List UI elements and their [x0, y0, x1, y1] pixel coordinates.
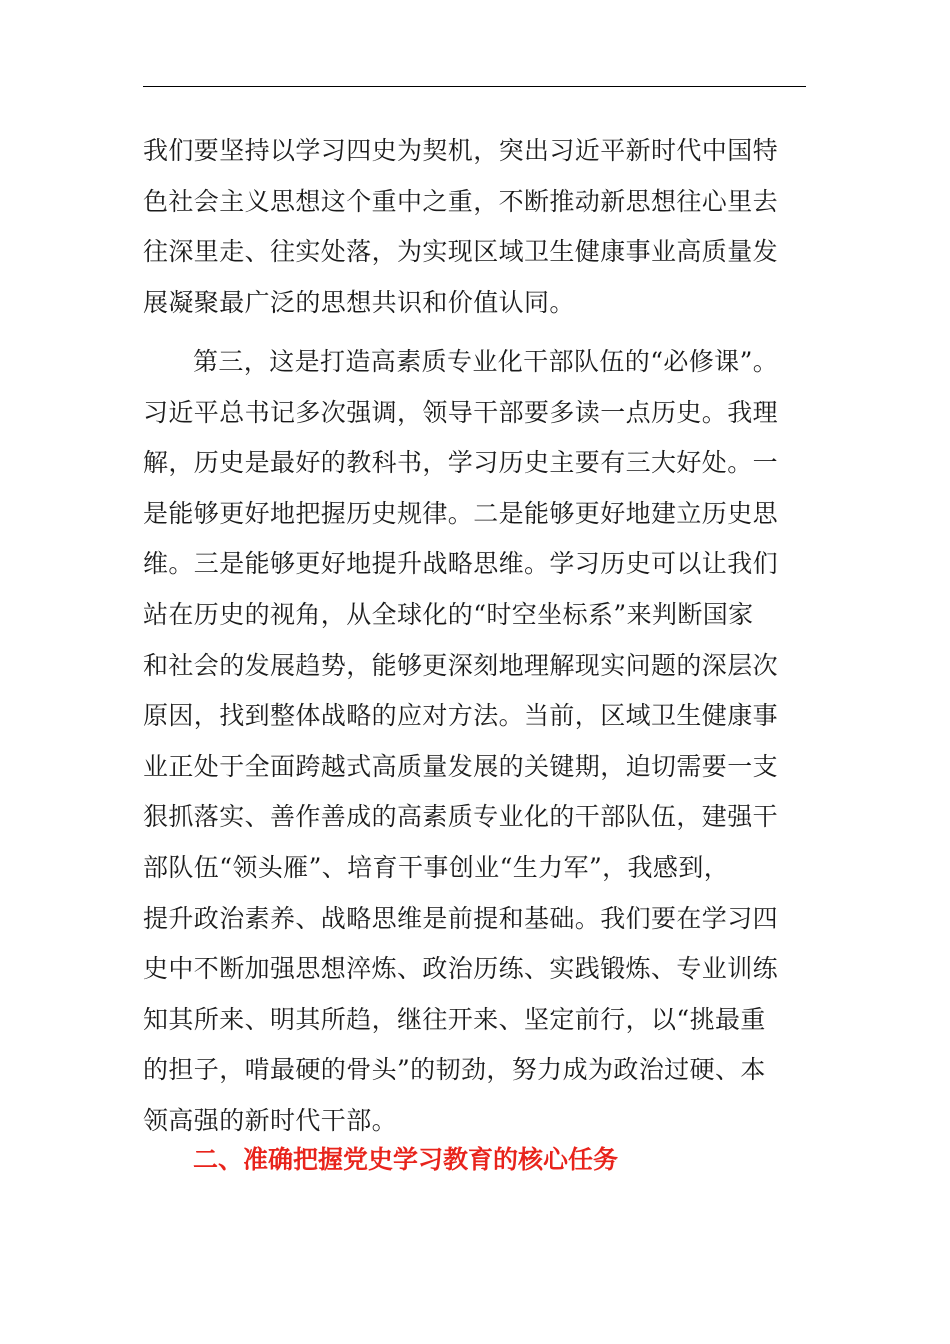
paragraph-line: 习近平总书记多次强调，领导干部要多读一点历史。我理 [143, 397, 779, 427]
paragraph-line: 往深里走、往实处落，为实现区域卫生健康事业高质量发 [143, 237, 779, 267]
paragraph-line: 史中不断加强思想淬炼、政治历练、实践锻炼、专业训练 [143, 954, 779, 984]
paragraph-line: 是能够更好地把握历史规律。二是能够更好地建立历史思 [143, 498, 779, 528]
paragraph-line: 狠抓落实、善作善成的高素质专业化的干部队伍，建强干 [143, 802, 779, 832]
paragraph-line: 第三，这是打造高素质专业化干部队伍的“必修课”。 [193, 347, 779, 376]
paragraph-1 [143, 126, 811, 328]
paragraph-line: 业正处于全面跨越式高质量发展的关键期，迫切需要一支 [143, 751, 779, 781]
paragraph-line: 站在历史的视角，从全球化的“时空坐标系”来判断国家 [143, 599, 754, 629]
section-heading: 二、准确把握党史学习教育的核心任务 [193, 1145, 619, 1174]
paragraph-line: 原因，找到整体战略的应对方法。当前，区域卫生健康事 [143, 701, 779, 731]
paragraph-line: 提升政治素养、战略思维是前提和基础。我们要在学习四 [143, 903, 779, 933]
paragraph-line: 维。三是能够更好地提升战略思维。学习历史可以让我们 [143, 549, 779, 579]
header-rule [143, 86, 806, 87]
paragraph-line: 和社会的发展趋势，能够更深刻地理解现实问题的深层次 [143, 650, 779, 680]
paragraph-line: 色社会主义思想这个重中之重，不断推动新思想往心里去 [143, 186, 779, 216]
paragraph-line: 展凝聚最广泛的思想共识和价值认同。 [143, 287, 575, 317]
paragraph-line: 我们要坚持以学习四史为契机，突出习近平新时代中国特 [143, 136, 779, 165]
paragraph-line: 知其所来、明其所趋，继往开来、坚定前行，以“挑最重 [143, 1004, 766, 1034]
paragraph-line: 解，历史是最好的教科书，学习历史主要有三大好处。一 [143, 448, 779, 478]
paragraph-line: 的担子，啃最硬的骨头”的韧劲，努力成为政治过硬、本 [143, 1055, 766, 1085]
paragraph-line: 领高强的新时代干部。 [143, 1105, 398, 1135]
paragraph-line: 部队伍“领头雁”、培育干事创业“生力军”，我感到， [143, 852, 730, 882]
paragraph-2 [143, 337, 811, 1147]
